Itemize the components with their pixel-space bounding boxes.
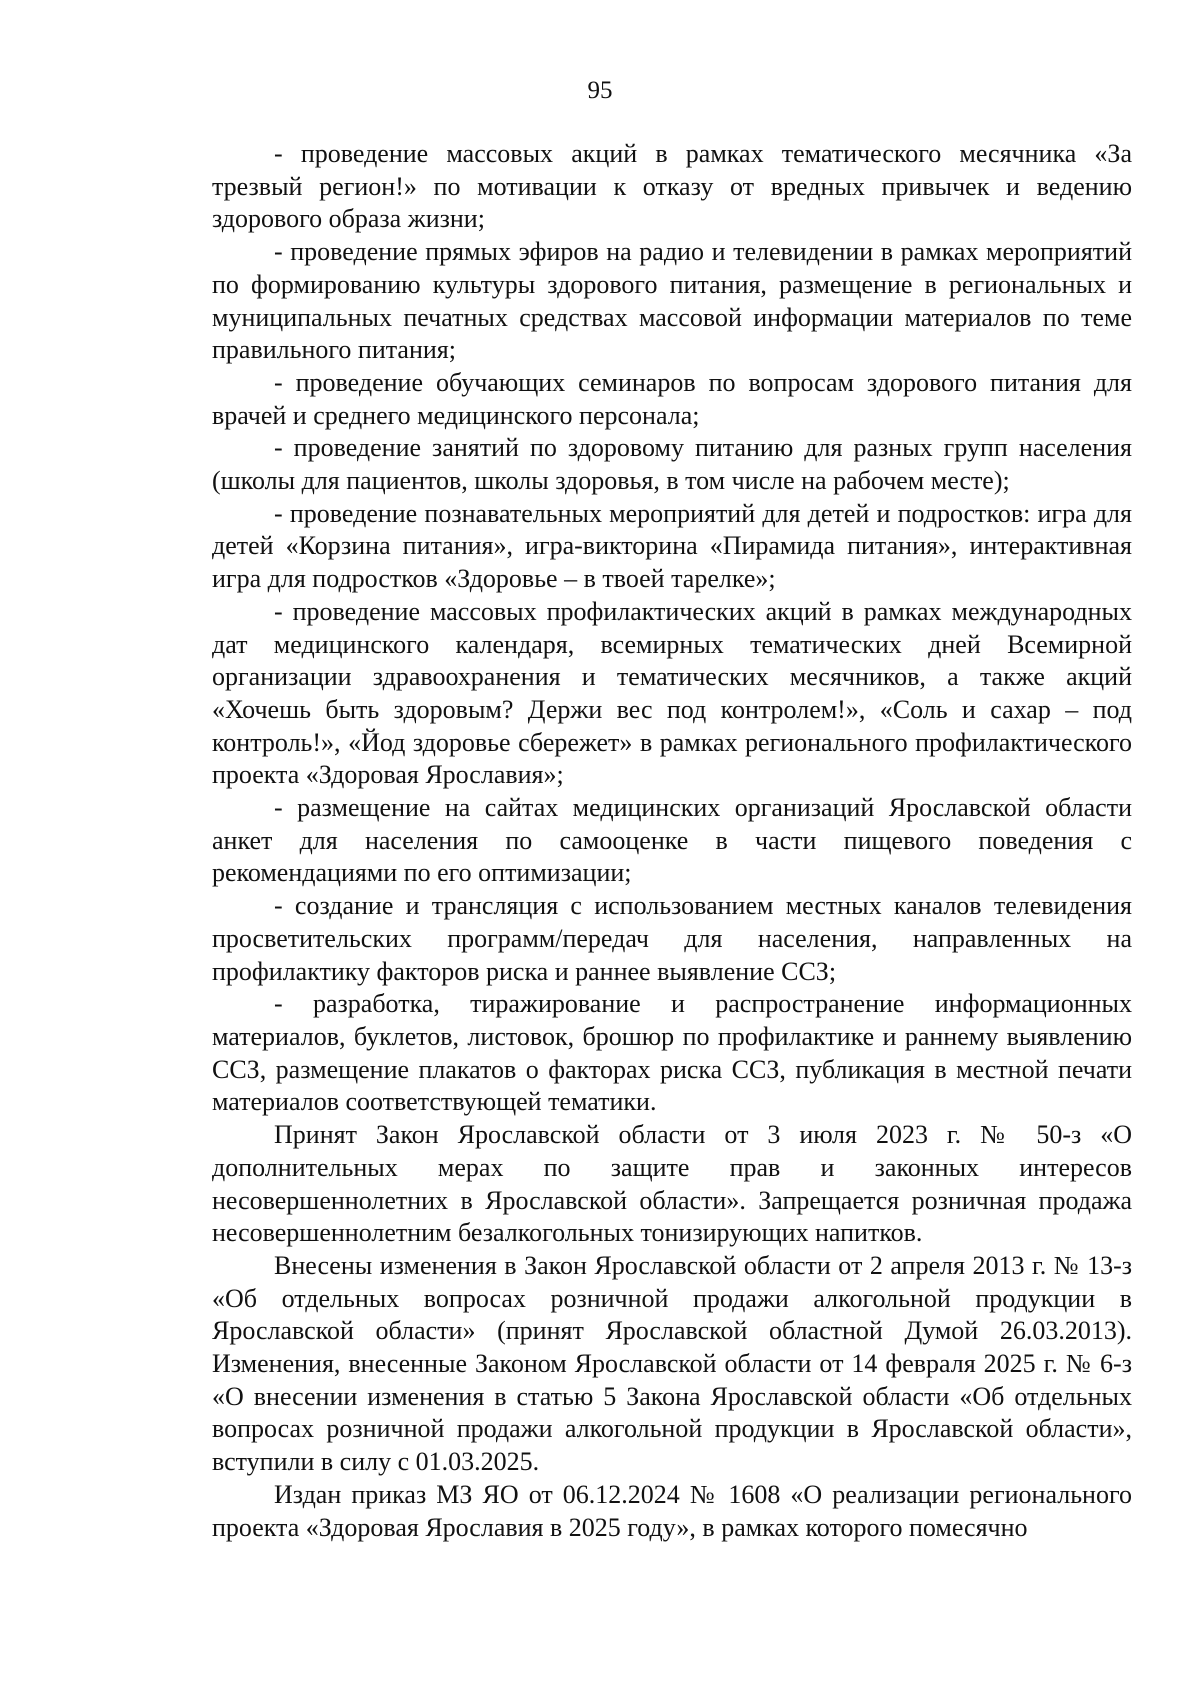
list-item-information-materials: - разработка, тиражирование и распространение информационных материалов, буклетов, листовок, брошюр по профилактике и раннему выявлению ССЗ, размещение плакатов о факторах риска ССЗ, публикация в местной печати материалов соответствующей тематики. <box>212 989 1132 1117</box>
list-item-training-seminars: - проведение обучающих семинаров по вопросам здорового питания для врачей и среднего медицинского персонала; <box>212 367 1132 430</box>
list-item-sobriety-campaign: - проведение массовых акций в рамках тематического месячника «За трезвый регион!» по мотивации к отказу от вредных привычек и ведению здорового образа жизни; <box>212 139 1132 234</box>
paragraph-law-minors: Принят Закон Ярославской области от 3 июля 2023 г. № 50-з «О дополнительных мерах по защите прав и законных интересов несовершеннолетних в Ярославской области». Запрещается розничная продажа несовершеннолетним безалкогольных тонизирующих напитков. <box>212 1120 1132 1248</box>
page-number: 95 <box>587 77 613 104</box>
list-item-live-broadcasts: - проведение прямых эфиров на радио и телевидении в рамках мероприятий по формированию культуры здорового питания, размещение в региональных и муниципальных печатных средствах массовой информации материалов по теме правильного питания; <box>212 237 1132 365</box>
paragraph-order-regional-project: Издан приказ МЗ ЯО от 06.12.2024 № 1608 «О реализации регионального проекта «Здоровая Ярославия в 2025 году», в рамках которого помесячно <box>212 1479 1132 1542</box>
paragraph-law-alcohol-amendments: Внесены изменения в Закон Ярославской области от 2 апреля 2013 г. № 13-з «Об отдельных вопросах розничной продажи алкогольной продукции в Ярославской области» (принят Ярославской областной Думой 26.03.2013). Изменения, внесенные Законом Ярославской области от 14 февраля 2025 г. № 6-з «О внесении изменения в статью 5 Закона Ярославской области «Об отдельных вопросах розничной продажи алкогольной продукции в Ярославской области», вступили в силу с 01.03.2025. <box>212 1250 1132 1477</box>
list-item-prevention-campaigns: - проведение массовых профилактических акций в рамках международных дат медицинского календаря, всемирных тематических дней Всемирной организации здравоохранения и тематических месячников, а также акций «Хочешь быть здоровым? Держи вес под контролем!», «Соль и сахар – под контроль!», «Йод здоровье сбережет» в рамках регионального профилактического проекта «Здоровая Ярославия»; <box>212 596 1132 790</box>
list-item-educational-events: - проведение познавательных мероприятий для детей и подростков: игра для детей «Корзина питания», игра-викторина «Пирамида питания», интерактивная игра для подростков «Здоровье – в твоей тарелке»; <box>212 498 1132 594</box>
list-item-nutrition-classes: - проведение занятий по здоровому питанию для разных групп населения (школы для пациентов, школы здоровья, в том числе на рабочем месте); <box>212 433 1132 496</box>
document-body <box>212 138 1132 1544</box>
list-item-tv-programs: - создание и трансляция с использованием местных каналов телевидения просветительских программ/передач для населения, направленных на профилактику факторов риска и раннее выявление ССЗ; <box>212 891 1132 986</box>
list-item-website-questionnaires: - размещение на сайтах медицинских организаций Ярославской области анкет для населения по самооценке в части пищевого поведения с рекомендациями по его оптимизации; <box>212 793 1132 888</box>
